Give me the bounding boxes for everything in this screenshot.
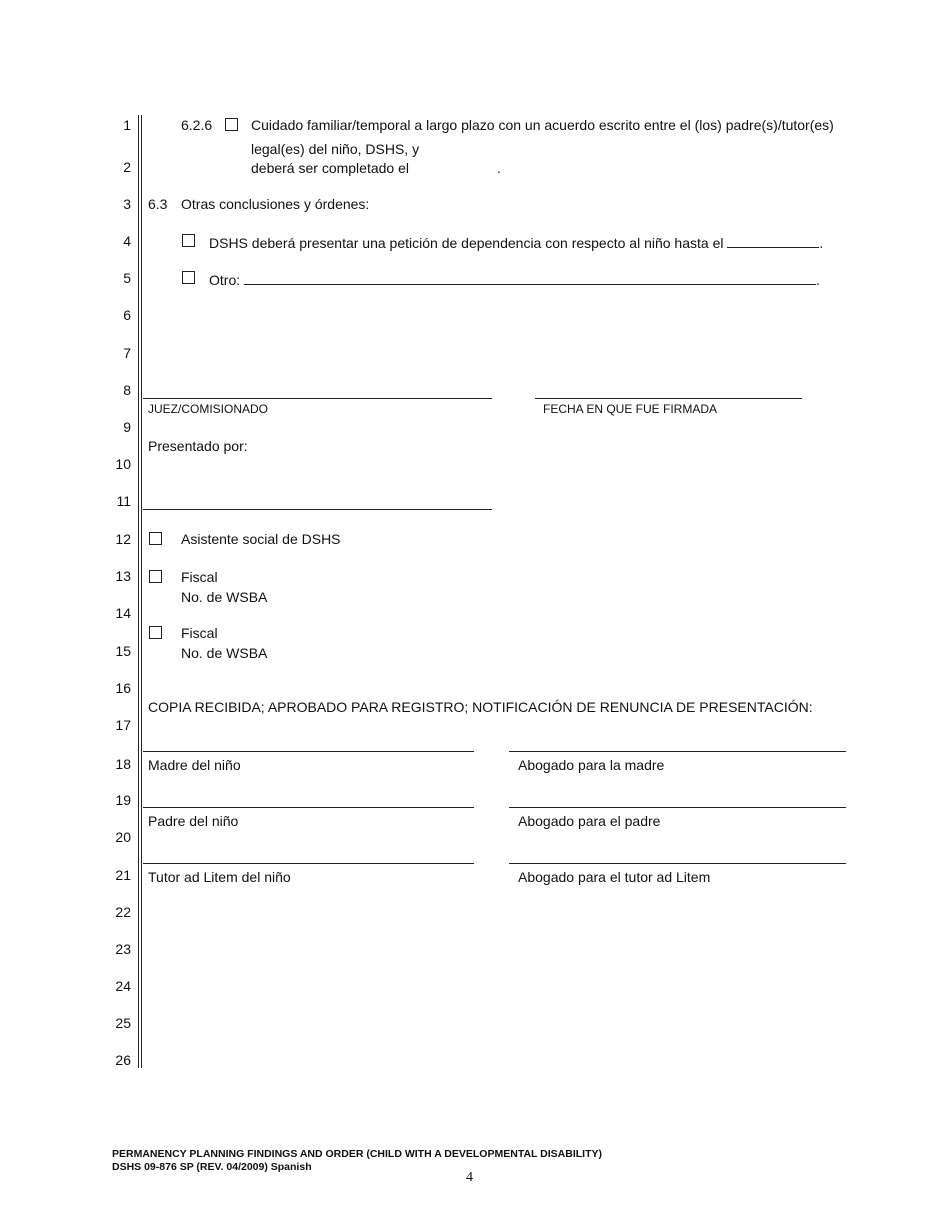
period: . (497, 160, 501, 176)
line-number: 2 (123, 159, 131, 175)
line-number: 14 (115, 605, 131, 621)
wsba-label: No. de WSBA (181, 589, 268, 605)
gal-attorney-signature-line[interactable] (509, 863, 846, 864)
father-attorney-label: Abogado para el padre (518, 813, 661, 829)
dependency-petition-label: DSHS deberá presentar una petición de dependencia con respecto al niño hasta el (209, 235, 724, 251)
judge-signature-line[interactable] (143, 398, 492, 399)
line-number: 1 (123, 117, 131, 133)
line-number: 12 (115, 531, 131, 547)
father-label: Padre del niño (148, 813, 239, 829)
mother-attorney-signature-line[interactable] (509, 751, 846, 752)
mother-attorney-label: Abogado para la madre (518, 757, 665, 773)
line-number: 18 (115, 756, 131, 772)
checkbox-prosecutor-1[interactable] (149, 570, 162, 583)
line-number: 5 (123, 270, 131, 286)
mother-label: Madre del niño (148, 757, 241, 773)
line-number: 15 (115, 643, 131, 659)
line-number: 24 (115, 978, 131, 994)
line-number: 25 (115, 1015, 131, 1031)
page-number: 4 (466, 1170, 473, 1185)
checkbox-dependency-petition[interactable] (182, 234, 195, 247)
line-number: 13 (115, 568, 131, 584)
dependency-petition-text (209, 233, 823, 251)
father-attorney-signature-line[interactable] (509, 807, 846, 808)
wsba-label: No. de WSBA (181, 645, 268, 661)
gal-attorney-label: Abogado para el tutor ad Litem (518, 869, 711, 885)
mother-signature-line[interactable] (143, 751, 474, 752)
section-number: 6.2.6 (181, 117, 213, 133)
line-number: 26 (115, 1052, 131, 1068)
prosecutor-label: Fiscal (181, 569, 218, 585)
checkbox-other[interactable] (182, 271, 195, 284)
margin-rule-right (141, 115, 142, 1068)
footer-title: PERMANENCY PLANNING FINDINGS AND ORDER (CHILD WITH A DEVELOPMENTAL DISABILITY) (112, 1148, 603, 1160)
judge-label: JUEZ/COMISIONADO (148, 402, 269, 416)
line-number: 9 (123, 419, 131, 435)
other-blank[interactable] (244, 270, 816, 285)
section-6-2-6-text-2: legal(es) del niño, DSHS, y (251, 141, 420, 157)
line-number: 19 (115, 792, 131, 808)
other-label: Otro: (209, 272, 241, 288)
line-number: 10 (115, 456, 131, 472)
checkbox-6-2-6[interactable] (225, 118, 238, 131)
line-number: 11 (116, 493, 131, 509)
copy-received-heading: COPIA RECIBIDA; APROBADO PARA REGISTRO; NOTIFICACIÓN DE RENUNCIA DE PRESENTACIÓN: (148, 699, 813, 715)
line-number: 20 (115, 829, 131, 845)
gal-label: Tutor ad Litem del niño (148, 869, 291, 885)
section-number: 6.3 (148, 196, 168, 212)
social-worker-label: Asistente social de DSHS (181, 531, 341, 547)
line-number: 22 (115, 904, 131, 920)
line-number: 4 (123, 233, 131, 249)
margin-rule-left (138, 115, 139, 1068)
line-number: 23 (115, 941, 131, 957)
line-number: 17 (115, 717, 131, 733)
line-number: 21 (115, 867, 131, 883)
footer-form-id: DSHS 09-876 SP (REV. 04/2009) Spanish (112, 1161, 312, 1173)
section-heading: Otras conclusiones y órdenes: (181, 196, 370, 212)
date-signed-label: FECHA EN QUE FUE FIRMADA (543, 402, 718, 416)
line-number: 3 (123, 196, 131, 212)
line-number: 6 (123, 307, 131, 323)
date-signature-line[interactable] (535, 398, 802, 399)
line-number: 7 (123, 345, 131, 361)
gal-signature-line[interactable] (143, 863, 474, 864)
section-6-2-6-text-3: deberá ser completado el (251, 160, 409, 176)
checkbox-social-worker[interactable] (149, 532, 162, 545)
father-signature-line[interactable] (143, 807, 474, 808)
prosecutor-label: Fiscal (181, 625, 218, 641)
line-number: 16 (115, 680, 131, 696)
section-6-2-6-text-1: Cuidado familiar/temporal a largo plazo con un acuerdo escrito entre el (los) padre(s)/tutor(es) (251, 117, 834, 133)
period: . (816, 272, 820, 288)
line-number: 8 (123, 382, 131, 398)
other-text (209, 270, 820, 288)
presenter-signature-line[interactable] (143, 509, 492, 510)
presented-by-label: Presentado por: (148, 438, 248, 454)
period: . (819, 235, 824, 251)
checkbox-prosecutor-2[interactable] (149, 626, 162, 639)
date-blank[interactable] (727, 233, 819, 248)
